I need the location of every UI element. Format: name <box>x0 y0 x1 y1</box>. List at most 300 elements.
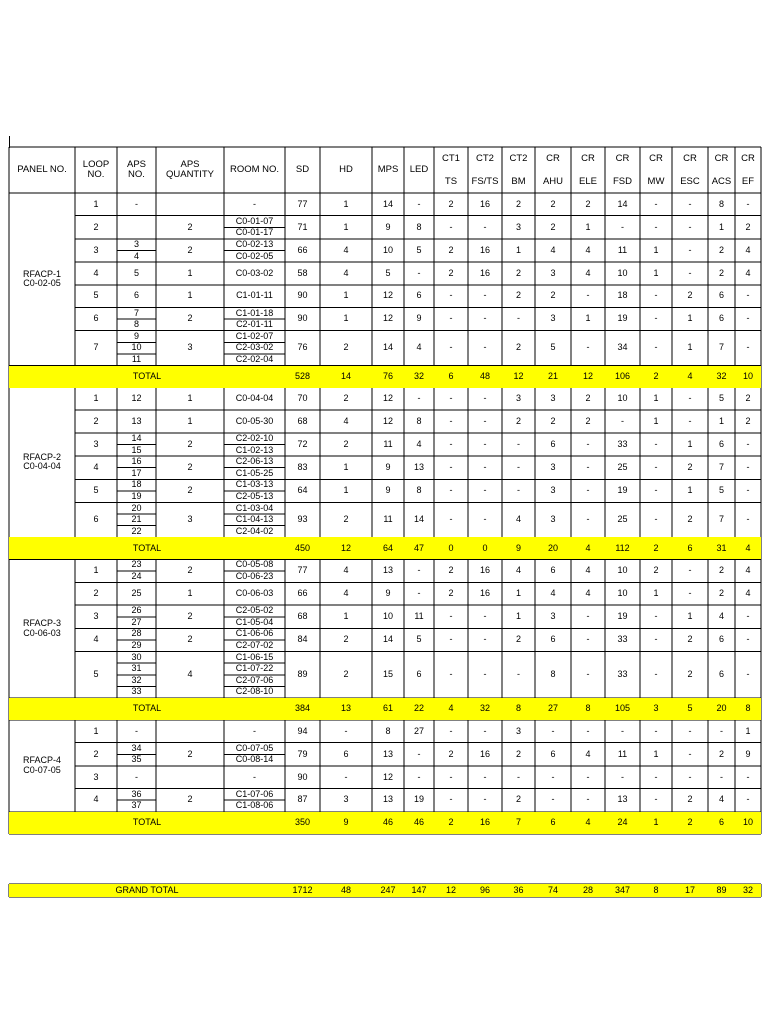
device-count-cell: 89 <box>297 669 308 680</box>
device-count-cell: - <box>449 771 453 782</box>
device-count-cell: 5 <box>550 342 556 353</box>
device-count-cell: 2 <box>343 669 349 680</box>
device-count-cell: 2 <box>745 221 751 232</box>
device-count-cell: 1 <box>653 415 659 426</box>
device-count-cell: 3 <box>550 485 556 496</box>
device-count-cell: - <box>483 794 487 805</box>
device-count-cell: 6 <box>416 290 422 301</box>
device-count-cell: - <box>746 290 750 301</box>
device-count-cell: - <box>654 438 658 449</box>
device-count-cell: - <box>746 438 750 449</box>
device-count-cell: - <box>483 415 487 426</box>
column-header-bottom: ACS <box>711 175 732 187</box>
device-count-cell: 1 <box>687 438 693 449</box>
device-count-cell: 93 <box>297 514 308 525</box>
device-count-cell: 8 <box>385 725 391 736</box>
total-value-cell: 350 <box>285 812 320 834</box>
panel-name-cell-line: RFACP-4 <box>22 755 61 766</box>
device-count-cell: 1 <box>653 267 659 278</box>
device-count-cell: - <box>688 771 692 782</box>
device-count-cell: - <box>449 485 453 496</box>
aps-number-cell: 30 <box>131 651 142 662</box>
aps-quantity-cell: 2 <box>187 244 193 255</box>
device-count-cell: - <box>688 748 692 759</box>
grand-total-value-cell: 48 <box>320 884 372 897</box>
room-number-cell: C0-04-04 <box>235 393 274 404</box>
device-count-cell: 15 <box>382 669 393 680</box>
device-count-cell: 6 <box>718 669 724 680</box>
device-count-cell: 33 <box>617 438 628 449</box>
column-header-top: CR <box>714 152 729 164</box>
loop-number-cell: 1 <box>93 393 99 404</box>
device-count-cell: - <box>746 669 750 680</box>
device-count-cell: 2 <box>687 461 693 472</box>
device-count-cell: - <box>344 771 348 782</box>
total-label: TOTAL <box>9 537 285 559</box>
device-count-cell: 2 <box>343 634 349 645</box>
grand-total-value-cell: 74 <box>535 884 571 897</box>
device-count-cell: - <box>688 267 692 278</box>
device-count-cell: - <box>654 725 658 736</box>
aps-number-cell: 20 <box>131 502 142 513</box>
device-count-cell: - <box>621 221 624 232</box>
aps-number-cell: 14 <box>131 432 142 443</box>
aps-quantity-cell: 4 <box>187 669 193 680</box>
device-count-cell: 19 <box>617 485 628 496</box>
device-count-cell: - <box>449 415 453 426</box>
column-header-bottom: ESC <box>680 175 700 187</box>
device-count-cell: 7 <box>718 342 724 353</box>
device-count-cell: - <box>720 725 723 736</box>
device-count-cell: - <box>654 461 658 472</box>
total-value-cell: 13 <box>320 698 372 720</box>
total-value-cell: 47 <box>404 537 434 559</box>
device-count-cell: 9 <box>385 485 391 496</box>
loop-number-cell: 4 <box>93 794 99 805</box>
device-count-cell: 16 <box>479 588 490 599</box>
column-header-top: CR <box>581 152 595 164</box>
device-count-cell: 2 <box>653 565 659 576</box>
device-count-cell: - <box>621 415 624 426</box>
aps-number-cell: 26 <box>131 605 142 616</box>
device-count-cell: 1 <box>343 198 349 209</box>
total-value-cell: 14 <box>320 366 372 388</box>
device-count-cell: - <box>483 669 487 680</box>
room-number-cell: C0-02-05 <box>235 250 274 261</box>
device-count-cell: 2 <box>718 565 724 576</box>
device-count-cell: - <box>586 290 590 301</box>
column-header-bottom: FSD <box>613 175 632 187</box>
device-count-cell: 3 <box>515 221 521 232</box>
device-count-cell: - <box>417 267 421 278</box>
device-count-cell: 6 <box>550 634 556 645</box>
device-count-cell: - <box>483 634 487 645</box>
total-value-cell: 4 <box>672 366 708 388</box>
room-number-cell: C0-02-13 <box>235 238 274 249</box>
column-header-bottom: FS/TS <box>471 175 499 187</box>
device-count-cell: - <box>586 438 590 449</box>
aps-quantity-cell: 1 <box>187 290 193 301</box>
room-number-cell: C1-02-07 <box>235 330 274 341</box>
column-header-top: CR <box>615 152 630 164</box>
aps-number-cell: 4 <box>133 250 139 261</box>
room-number-cell: C0-08-14 <box>235 754 274 765</box>
aps-number-cell: 22 <box>131 525 142 536</box>
room-number-cell: C0-06-03 <box>235 588 274 599</box>
device-count-cell: 2 <box>515 748 521 759</box>
aps-number-cell: 18 <box>131 479 142 490</box>
column-header-bottom: MW <box>647 175 665 187</box>
device-count-cell: 2 <box>448 588 454 599</box>
room-number-cell: C1-01-18 <box>235 307 274 318</box>
device-count-cell: 1 <box>653 393 659 404</box>
device-count-cell: 9 <box>745 748 751 759</box>
device-count-cell: - <box>746 794 750 805</box>
device-count-cell: - <box>517 669 520 680</box>
device-count-cell: 2 <box>448 748 454 759</box>
column-header-bottom: ELE <box>579 175 597 187</box>
device-count-cell: 18 <box>617 290 628 301</box>
device-count-cell: 12 <box>382 313 393 324</box>
column-header-top: CR <box>546 152 560 164</box>
grand-total-value-cell: 96 <box>468 884 502 897</box>
device-count-cell: 79 <box>297 748 308 759</box>
column-header-line: NO. <box>128 169 145 180</box>
panel-name-cell-line: RFACP-1 <box>22 268 61 279</box>
column-header-line: MPS <box>377 164 399 176</box>
device-count-cell: - <box>449 221 453 232</box>
total-value-cell: 12 <box>502 366 535 388</box>
device-count-cell: - <box>746 461 750 472</box>
device-count-cell: 5 <box>718 485 724 496</box>
device-count-cell: - <box>746 771 750 782</box>
aps-number-cell: 35 <box>131 754 142 765</box>
device-count-cell: - <box>654 794 658 805</box>
device-count-cell: 1 <box>653 244 659 255</box>
device-count-cell: 2 <box>515 290 521 301</box>
total-value-cell: 48 <box>468 366 502 388</box>
aps-quantity-cell: 2 <box>187 221 193 232</box>
grand-total-value-cell: 1712 <box>285 884 320 897</box>
grand-total-value-cell: 8 <box>640 884 672 897</box>
loop-number-cell: 3 <box>93 244 99 255</box>
device-count-cell: 12 <box>382 771 393 782</box>
device-count-cell: - <box>417 748 421 759</box>
device-count-cell: 4 <box>343 267 349 278</box>
device-count-cell: - <box>517 771 520 782</box>
device-count-cell: - <box>483 485 487 496</box>
device-count-cell: - <box>417 565 421 576</box>
device-count-cell: 1 <box>343 313 349 324</box>
total-value-cell: 2 <box>434 812 468 834</box>
aps-number-cell: 23 <box>131 559 142 570</box>
total-value-cell: 105 <box>605 698 640 720</box>
device-count-cell: - <box>586 794 590 805</box>
device-count-cell: 2 <box>448 565 454 576</box>
room-number-cell: C2-04-02 <box>235 525 274 536</box>
device-count-cell: - <box>586 461 590 472</box>
device-count-cell: 2 <box>687 290 693 301</box>
column-header-line: NO. <box>87 169 105 180</box>
aps-quantity-cell: 1 <box>187 588 193 599</box>
device-count-cell: 1 <box>343 290 349 301</box>
device-count-cell: 90 <box>297 290 308 301</box>
device-count-cell: - <box>417 588 421 599</box>
device-count-cell: - <box>654 611 658 622</box>
device-count-cell: 13 <box>617 794 628 805</box>
device-count-cell: 12 <box>382 290 393 301</box>
device-count-cell: 2 <box>687 514 693 525</box>
aps-number-cell: 5 <box>133 267 139 278</box>
device-count-cell: 4 <box>718 611 724 622</box>
device-count-cell: 14 <box>382 198 393 209</box>
device-count-cell: 4 <box>745 244 751 255</box>
aps-number-cell: 13 <box>131 415 142 426</box>
device-count-cell: - <box>688 221 692 232</box>
device-count-cell: 3 <box>515 725 521 736</box>
panel-name-cell-line: RFACP-2 <box>22 451 61 462</box>
total-value-cell: 22 <box>404 698 434 720</box>
total-label: TOTAL <box>9 698 285 720</box>
panel-name-cell-line: C0-06-03 <box>23 627 61 638</box>
device-count-cell: 10 <box>617 588 628 599</box>
device-count-cell: 25 <box>617 461 628 472</box>
total-value-cell: 6 <box>708 812 735 834</box>
device-count-cell: 4 <box>416 342 422 353</box>
total-value-cell: 528 <box>285 366 320 388</box>
device-count-cell: 19 <box>413 794 424 805</box>
device-count-cell: 94 <box>297 725 308 736</box>
device-count-cell: - <box>586 634 590 645</box>
column-header-line: QUANTITY <box>165 169 215 180</box>
device-count-cell: - <box>449 794 453 805</box>
device-count-cell: - <box>551 771 555 782</box>
aps-number-cell: 7 <box>133 307 139 318</box>
device-count-cell: - <box>449 393 453 404</box>
loop-number-cell: 3 <box>93 771 99 782</box>
total-value-cell: 6 <box>434 366 468 388</box>
total-value-cell: 21 <box>535 366 571 388</box>
device-count-cell: 11 <box>383 514 393 525</box>
loop-number-cell: 3 <box>93 438 99 449</box>
column-header-bottom: BM <box>511 175 526 187</box>
total-value-cell: 4 <box>735 537 761 559</box>
device-count-cell: - <box>654 634 658 645</box>
total-value-cell: 5 <box>672 698 708 720</box>
device-count-cell: 4 <box>343 415 349 426</box>
column-header-line: HD <box>339 164 353 176</box>
column-header-line: LED <box>409 164 429 176</box>
device-count-cell: 34 <box>617 342 628 353</box>
device-count-cell: 5 <box>718 393 724 404</box>
device-count-cell: 10 <box>617 393 628 404</box>
room-number-cell: - <box>253 771 256 782</box>
panel-name-cell-line: RFACP-3 <box>22 618 61 629</box>
device-count-cell: - <box>586 514 590 525</box>
device-count-cell: 4 <box>585 565 591 576</box>
device-count-cell: 6 <box>718 313 724 324</box>
device-count-cell: 3 <box>550 313 556 324</box>
grand-total-value-cell: 32 <box>735 884 761 897</box>
device-count-cell: 27 <box>413 725 424 736</box>
loop-number-cell: 2 <box>93 221 99 232</box>
device-count-cell: 1 <box>515 244 521 255</box>
device-count-cell: 77 <box>297 198 308 209</box>
device-count-cell: 2 <box>515 198 521 209</box>
device-count-cell: - <box>654 485 658 496</box>
device-count-cell: - <box>517 485 520 496</box>
device-count-cell: - <box>688 588 692 599</box>
room-number-cell: C1-07-06 <box>235 788 274 799</box>
device-count-cell: 8 <box>416 485 422 496</box>
device-count-cell: 12 <box>382 393 393 404</box>
device-count-cell: 33 <box>617 634 628 645</box>
device-count-cell: - <box>654 669 658 680</box>
device-count-cell: 2 <box>718 244 724 255</box>
grand-total-value-cell: 17 <box>672 884 708 897</box>
total-value-cell: 112 <box>605 537 640 559</box>
total-value-cell: 10 <box>735 812 761 834</box>
device-count-cell: - <box>551 725 555 736</box>
room-number-cell: C0-01-17 <box>235 227 274 238</box>
aps-quantity-cell: 2 <box>187 748 193 759</box>
aps-quantity-cell: 2 <box>187 461 193 472</box>
total-value-cell: 46 <box>404 812 434 834</box>
device-count-cell: 2 <box>515 634 521 645</box>
device-count-cell: 1 <box>687 342 693 353</box>
column-header-bottom: EF <box>741 175 755 187</box>
column-header-top: CR <box>649 152 663 164</box>
total-value-cell: 9 <box>502 537 535 559</box>
device-count-cell: 71 <box>297 221 308 232</box>
device-count-cell: - <box>517 461 520 472</box>
total-value-cell: 1 <box>640 812 672 834</box>
room-number-cell: C0-05-08 <box>235 559 274 570</box>
loop-number-cell: 6 <box>93 313 99 324</box>
room-number-cell: C2-02-10 <box>235 432 274 443</box>
device-count-cell: - <box>654 514 658 525</box>
device-count-cell: 4 <box>745 565 751 576</box>
device-count-cell: 13 <box>382 748 393 759</box>
device-count-cell: 66 <box>297 244 308 255</box>
device-count-cell: 2 <box>550 290 556 301</box>
device-count-cell: - <box>483 290 487 301</box>
device-count-cell: 2 <box>687 794 693 805</box>
device-count-cell: 1 <box>585 221 591 232</box>
device-count-cell: - <box>483 393 487 404</box>
device-count-cell: 9 <box>385 461 391 472</box>
device-count-cell: 2 <box>718 748 724 759</box>
device-count-cell: 1 <box>653 588 659 599</box>
device-count-cell: - <box>586 669 590 680</box>
device-count-cell: 19 <box>617 313 628 324</box>
total-value-cell: 450 <box>285 537 320 559</box>
device-count-cell: 1 <box>687 313 693 324</box>
device-count-cell: 72 <box>297 438 308 449</box>
device-count-cell: 4 <box>416 438 422 449</box>
device-count-cell: 33 <box>617 669 628 680</box>
total-value-cell: 10 <box>735 366 761 388</box>
device-count-cell: 3 <box>550 461 556 472</box>
panel-name-cell-line: C0-02-05 <box>23 278 61 289</box>
device-count-cell: - <box>746 514 750 525</box>
device-count-cell: - <box>417 198 421 209</box>
device-count-cell: 6 <box>416 669 422 680</box>
aps-quantity-cell: 3 <box>187 514 193 525</box>
device-count-cell: 2 <box>448 244 454 255</box>
device-count-cell: - <box>449 725 453 736</box>
device-count-cell: 58 <box>297 267 308 278</box>
total-value-cell: 32 <box>404 366 434 388</box>
device-count-cell: 2 <box>550 221 556 232</box>
device-count-cell: - <box>688 565 692 576</box>
device-count-cell: 6 <box>343 748 349 759</box>
device-count-cell: - <box>449 342 453 353</box>
total-value-cell: 9 <box>320 812 372 834</box>
room-number-cell: C0-03-02 <box>235 267 274 278</box>
device-count-cell: - <box>449 313 453 324</box>
device-count-cell: 68 <box>297 415 308 426</box>
device-count-cell: 1 <box>687 485 693 496</box>
device-count-cell: 1 <box>343 461 349 472</box>
device-count-cell: 11 <box>383 438 393 449</box>
device-count-cell: 1 <box>343 485 349 496</box>
device-count-cell: 6 <box>550 748 556 759</box>
device-count-cell: 10 <box>617 267 628 278</box>
room-number-cell: C2-05-02 <box>235 605 274 616</box>
device-count-cell: 3 <box>515 393 521 404</box>
room-number-cell: C1-08-06 <box>235 800 274 811</box>
device-count-cell: 9 <box>385 221 391 232</box>
device-count-cell: - <box>483 771 487 782</box>
device-count-cell: 4 <box>585 267 591 278</box>
room-number-cell: C0-06-23 <box>235 570 274 581</box>
aps-number-cell: - <box>135 198 138 209</box>
device-count-cell: 11 <box>617 244 628 255</box>
device-count-cell: - <box>344 725 348 736</box>
device-count-cell: 1 <box>687 611 693 622</box>
device-count-cell: 64 <box>297 485 308 496</box>
room-number-cell: C1-03-04 <box>235 502 274 513</box>
room-number-cell: C2-03-02 <box>235 342 274 353</box>
device-count-cell: 2 <box>448 267 454 278</box>
aps-number-cell: 6 <box>133 290 139 301</box>
device-count-cell: 3 <box>550 393 556 404</box>
device-count-cell: - <box>586 485 590 496</box>
device-count-cell: 1 <box>718 415 724 426</box>
column-header-top: CR <box>683 152 697 164</box>
aps-number-cell: 31 <box>131 663 142 674</box>
total-label: TOTAL <box>9 366 285 388</box>
device-count-cell: - <box>417 393 421 404</box>
aps-number-cell: 9 <box>133 330 139 341</box>
device-count-cell: 14 <box>382 342 393 353</box>
column-header-line: PANEL NO. <box>17 164 67 176</box>
device-count-cell: 6 <box>718 438 724 449</box>
device-count-cell: 7 <box>718 514 724 525</box>
grand-total-value-cell: 89 <box>708 884 735 897</box>
room-number-cell: C1-06-15 <box>235 651 274 662</box>
room-number-cell: C1-03-13 <box>235 479 274 490</box>
device-count-cell: - <box>449 611 453 622</box>
grand-total-value-cell: 247 <box>372 884 404 897</box>
device-count-cell: 1 <box>718 221 724 232</box>
device-count-cell: - <box>621 725 624 736</box>
aps-quantity-cell: 2 <box>187 634 193 645</box>
device-count-cell: - <box>449 669 453 680</box>
device-count-cell: - <box>483 342 487 353</box>
device-count-cell: 2 <box>343 514 349 525</box>
